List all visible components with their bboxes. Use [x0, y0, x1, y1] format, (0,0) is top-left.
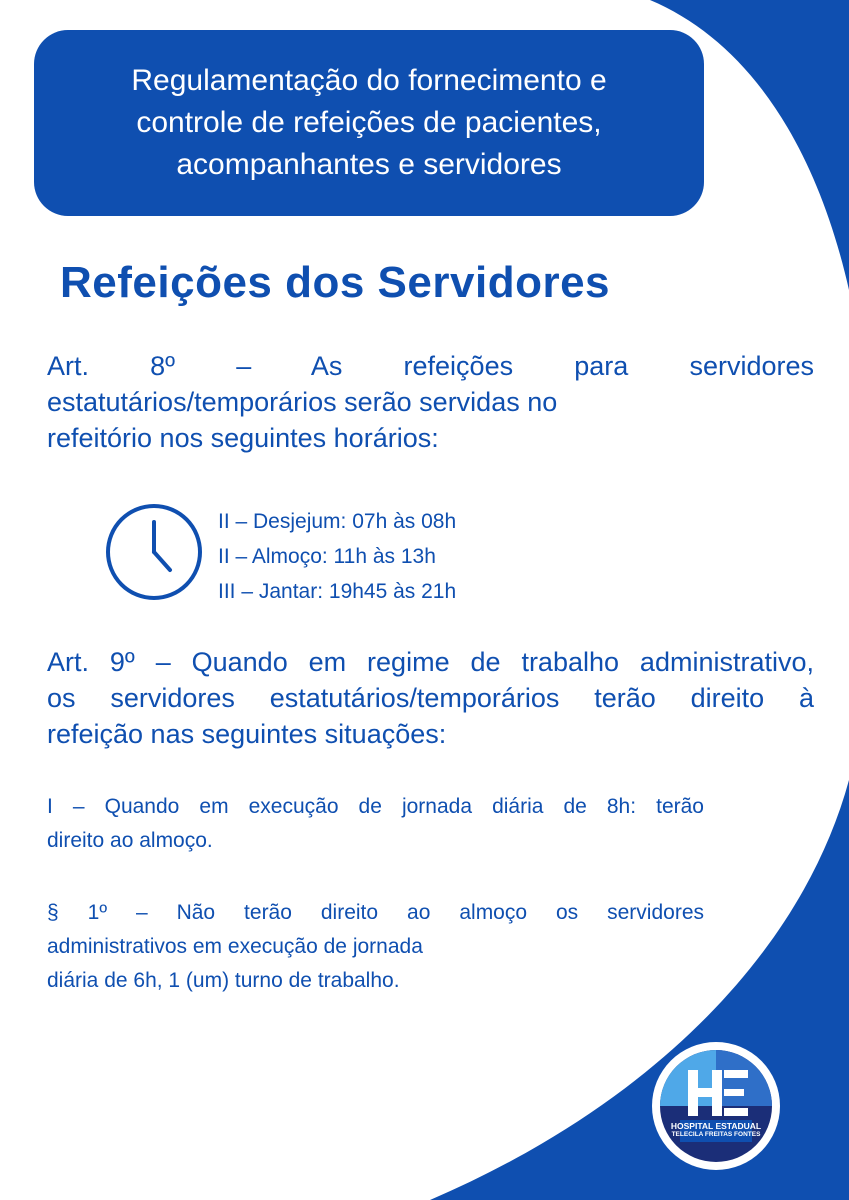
clock-icon	[104, 502, 204, 602]
paragraph-1	[47, 896, 704, 998]
inciso-1-line-1: I – Quando em execução de jornada diária de 8h: terão	[47, 795, 704, 818]
logo-name: HOSPITAL ESTADUAL	[670, 1121, 762, 1131]
schedule-item-breakfast: II – Desjejum: 07h às 08h	[218, 510, 457, 533]
hospital-logo-icon	[650, 1040, 782, 1172]
meal-schedule-list	[218, 504, 456, 609]
paragraph-1-line-1: § 1º – Não terão direito ao almoço os servidores	[47, 901, 704, 924]
header-banner	[34, 30, 704, 216]
paragraph-1-line-3: diária de 6h, 1 (um) turno de trabalho.	[47, 969, 400, 992]
article-8-line-2: estatutários/temporários serão servidas no	[47, 387, 558, 417]
header-title: Regulamentação do fornecimento e controle de refeições de pacientes, acompanhantes e servidores	[131, 64, 607, 181]
article-8-paragraph	[47, 348, 814, 456]
schedule-item-lunch: II – Almoço: 11h às 13h	[218, 545, 436, 568]
section-title: Refeições dos Servidores	[60, 258, 611, 307]
inciso-1-paragraph	[47, 790, 704, 858]
paragraph-1-line-2: administrativos em execução de jornada	[47, 935, 423, 958]
article-9-line-1: Art. 9º – Quando em regime de trabalho administrativo,	[47, 647, 814, 677]
article-9-line-3: refeição nas seguintes situações:	[47, 719, 447, 749]
schedule-item-dinner: III – Jantar: 19h45 às 21h	[218, 580, 457, 603]
article-8-line-1: Art. 8º – As refeições para servidores	[47, 351, 814, 381]
inciso-1-line-2: direito ao almoço.	[47, 829, 213, 852]
logo-subname: TELECILA FREITAS FONTES	[671, 1131, 761, 1138]
article-9-paragraph	[47, 644, 814, 752]
article-8-line-3: refeitório nos seguintes horários:	[47, 423, 439, 453]
article-9-line-2: os servidores estatutários/temporários terão direito à	[47, 683, 814, 713]
